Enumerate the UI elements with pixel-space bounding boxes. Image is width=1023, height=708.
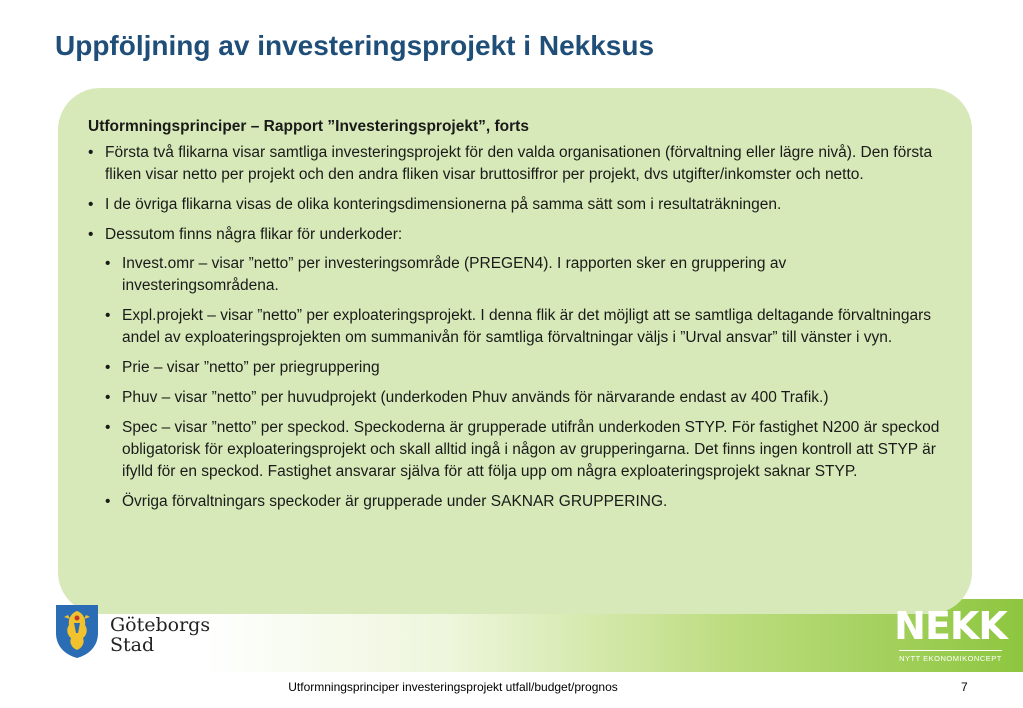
bullet-text: Dessutom finns några flikar för underkoder: bbox=[105, 226, 403, 243]
sub-bullet-item: • Expl.projekt – visar ”netto” per exploateringsprojekt. I denna flik är det möjligt att se samtliga deltagande förvaltningars andel av exploateringsprojekten om summanivån för samtliga förvaltningar väljs i ”Urval ansvar” till vänster i vyn. bbox=[105, 305, 940, 349]
sub-bullet-list bbox=[105, 253, 940, 513]
city-crest-icon bbox=[52, 603, 102, 659]
bullet-list bbox=[88, 142, 940, 513]
nekk-logo bbox=[893, 604, 1008, 666]
sub-bullet-item: • Övriga förvaltningars speckoder är grupperade under SAKNAR GRUPPERING. bbox=[105, 491, 940, 513]
bullet-item bbox=[88, 224, 940, 513]
city-name-line1: Göteborgs bbox=[110, 614, 211, 636]
nekk-wordmark: NEKK bbox=[894, 604, 1007, 648]
footer-text: Utformningsprinciper investeringsprojekt utfall/budget/prognos bbox=[288, 680, 618, 694]
nekk-tagline: NYTT EKONOMIKONCEPT bbox=[899, 654, 1002, 663]
goteborgs-stad-logo bbox=[52, 603, 217, 663]
content-box bbox=[58, 88, 972, 614]
bullet-item: • I de övriga flikarna visas de olika konteringsdimensionerna på samma sätt som i resultaträkningen. bbox=[88, 194, 940, 216]
city-name bbox=[110, 615, 210, 655]
bullet-item: • Första två flikarna visar samtliga investeringsprojekt för den valda organisationen (förvaltning eller lägre nivå). Den första fliken visar netto per projekt och den andra fliken visar bruttosiffror per projekt, dvs utgifter/inkomster och netto. bbox=[88, 142, 940, 186]
sub-bullet-item: • Phuv – visar ”netto” per huvudprojekt (underkoden Phuv används för närvarande endast av 400 Trafik.) bbox=[105, 387, 940, 409]
sub-bullet-item: • Invest.omr – visar ”netto” per investeringsområde (PREGEN4). I rapporten sker en gruppering av investeringsområdena. bbox=[105, 253, 940, 297]
slide-title: Uppföljning av investeringsprojekt i Nekksus bbox=[55, 30, 655, 61]
page-number: 7 bbox=[961, 680, 968, 694]
content-heading: Utformningsprinciper – Rapport ”Investeringsprojekt”, forts bbox=[88, 118, 529, 135]
sub-bullet-item: • Spec – visar ”netto” per speckod. Speckoderna är grupperade utifrån underkoden STYP. För fastighet N200 är speckod obligatorisk för exploateringsprojekt och skall alltid ingå i någon av grupperingarna. Det finns ingen kontroll att STYP är ifylld för en speckod. Fastighet ansvarar själva för att följa upp om några exploateringsprojekt saknar STYP. bbox=[105, 417, 940, 483]
nekk-divider bbox=[899, 650, 1002, 651]
sub-bullet-item: • Prie – visar ”netto” per priegruppering bbox=[105, 357, 940, 379]
city-name-line2: Stad bbox=[110, 634, 155, 656]
